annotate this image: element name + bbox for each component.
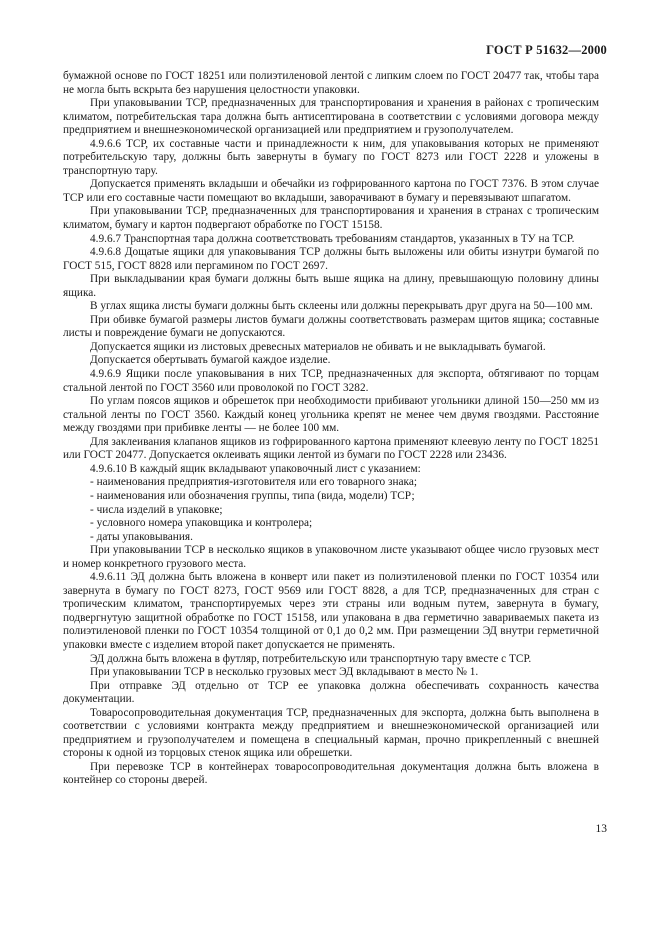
list-item: - наименования или обозначения группы, типа (вида, модели) ТСР; xyxy=(90,489,415,502)
paragraph: При перевозке ТСР в контейнерах товаросопроводительная документация должна быть вложена в контейнер со стороны дверей. xyxy=(63,760,599,787)
paragraph: При упаковывании ТСР, предназначенных для транспортирования и хранения в странах с тропическим климатом, бумагу и картон подвергают обработке по ГОСТ 15158. xyxy=(63,205,599,232)
paragraph-continuation: бумажной основе по ГОСТ 18251 или полиэтиленовой лентой с липким слоем по ГОСТ 20477 так, чтобы тара не могла быть вскрыта без нарушения целостности упаковки. xyxy=(63,70,599,96)
paragraph-4-9-6-6: 4.9.6.6 ТСР, их составные части и принадлежности к ним, для упаковывания которых не применяют потребительскую тару, должны быть завернуты в бумагу по ГОСТ 8273 или ГОСТ 2228 и уложены в транспортную тару. xyxy=(63,137,599,177)
paragraph: Допускается применять вкладыши и обечайки из гофрированного картона по ГОСТ 7376. В этом случае ТСР или его составные части помещают во вкладыши, заворачивают в бумагу и перевязывают шпагатом. xyxy=(63,178,599,204)
paragraph: Допускается ящики из листовых древесных материалов не обивать и не выкладывать бумагой. xyxy=(90,340,546,353)
paragraph-4-9-6-11: 4.9.6.11 ЭД должна быть вложена в конверт или пакет из полиэтиленовой пленки по ГОСТ 10354 или завернута в бумагу по ГОСТ 8273, ГОСТ 9569 или ГОСТ 8828, а для ТСР, предназначенных для стран с тропическим климатом, транспортируемых через эти страны или водным путем, завернута в бумагу, подвергнутую защитной обработке по ГОСТ 15158, или упакована в два герметично завариваемых пакета из полиэтиленовой пленки по ГОСТ 10354 толщиной от 0,1 до 0,2 мм. При размещении ЭД внутри герметичной упаковки вместе с изделием второй пакет допускается не применять. xyxy=(63,571,599,651)
list-item: - условного номера упаковщика и контролера; xyxy=(90,517,313,530)
paragraph: При упаковывании ТСР в несколько ящиков в упаковочном листе указывают общее число грузовых мест и номер конкретного грузового места. xyxy=(63,544,599,570)
list-item: - даты упаковывания. xyxy=(90,530,193,543)
paragraph: При упаковывании ТСР в несколько грузовых мест ЭД вкладывают в место № 1. xyxy=(90,666,479,679)
paragraph-4-9-6-8: 4.9.6.8 Дощатые ящики для упаковывания ТСР должны быть выложены или обиты изнутри бумагой по ГОСТ 515, ГОСТ 8828 или пергамином по ГОСТ 2697. xyxy=(63,246,599,272)
document-code-header: ГОСТ Р 51632—2000 xyxy=(486,43,607,57)
paragraph: При выкладывании края бумаги должны быть выше ящика на длину, превышающую половину длины ящика. xyxy=(63,273,599,299)
paragraph: Допускается обертывать бумагой каждое изделие. xyxy=(90,354,331,367)
paragraph: Для заклеивания клапанов ящиков из гофрированного картона применяют клеевую ленту по ГОСТ 18251 или ГОСТ 20477. Допускается оклеивать ящики лентой из бумаги по ГОСТ 2228 или 23436. xyxy=(63,435,599,462)
paragraph-4-9-6-7: 4.9.6.7 Транспортная тара должна соответствовать требованиям стандартов, указанных в ТУ на ТСР. xyxy=(90,232,575,245)
paragraph-4-9-6-9: 4.9.6.9 Ящики после упаковывания в них ТСР, предназначенных для экспорта, обтягивают по торцам стальной лентой по ГОСТ 3560 или проволокой по ГОСТ 3282. xyxy=(63,368,599,394)
paragraph: В углах ящика листы бумаги должны быть склеены или должны перекрывать друг друга на 50—100 мм. xyxy=(90,300,593,313)
paragraph: ЭД должна быть вложена в футляр, потребительскую или транспортную тару вместе с ТСР. xyxy=(90,652,532,665)
page-number: 13 xyxy=(595,823,607,835)
list-item: - числа изделий в упаковке; xyxy=(90,503,223,516)
paragraph-4-9-6-10: 4.9.6.10 В каждый ящик вкладывают упаковочный лист с указанием: xyxy=(90,462,421,475)
paragraph: При отправке ЭД отдельно от ТСР ее упаковка должна обеспечивать сохранность качества документации. xyxy=(63,679,599,706)
paragraph: При обивке бумагой размеры листов бумаги должны соответствовать размерам щитов ящика; составные листы и повреждение бумаги не допускаются. xyxy=(63,313,599,340)
paragraph: По углам поясов ящиков и обрешеток при необходимости прибивают угольники длиной 150—250 мм из стальной ленты по ГОСТ 3560. Каждый конец угольника крепят не менее чем двумя гвоздями. Расстояние между гвоздями при прибивке ленты — не более 100 мм. xyxy=(63,395,599,435)
document-body xyxy=(63,70,599,788)
paragraph: Товаросопроводительная документация ТСР, предназначенных для экспорта, должна быть выполнена в соответствии с условиями контракта между предприятием и внешнеэкономической организацией или предприятием и грузополучателем и помещена в специальный карман, прочно прикрепленный с внешней стороны к одной из торцовых стенок ящика или обрешетки. xyxy=(63,706,599,760)
list-item: - наименования предприятия-изготовителя или его товарного знака; xyxy=(90,476,418,489)
paragraph: При упаковывании ТСР, предназначенных для транспортирования и хранения в районах с тропическим климатом, потребительская тара должна быть антисептирована в соответствии с условиями договора между предприятием и внешнеэкономической организацией или предприятием и грузополучателем. xyxy=(63,97,599,137)
